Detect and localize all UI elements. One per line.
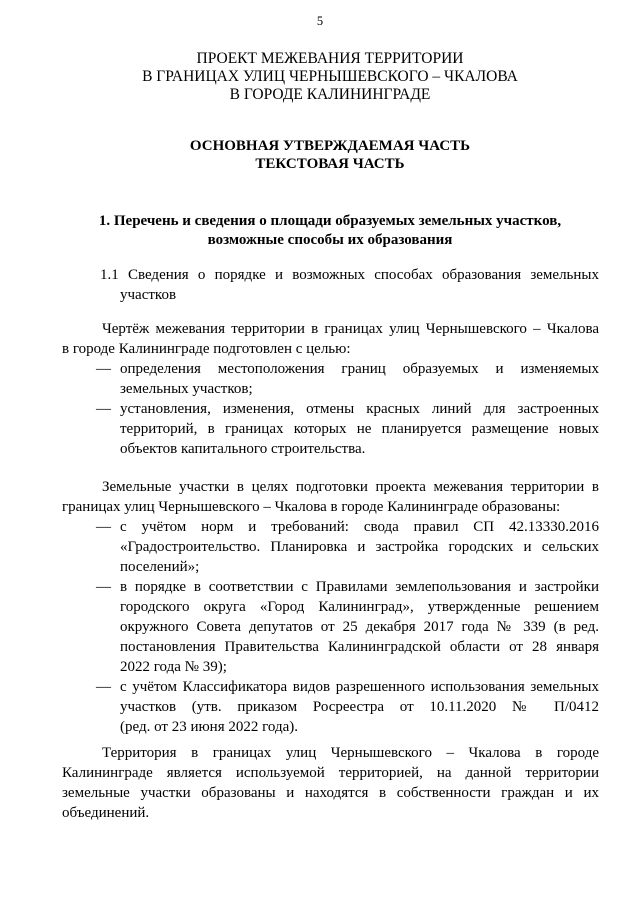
- list-item-line: «Градостроительство. Планировка и застройка городских и сельских: [120, 539, 599, 555]
- paragraph-line: в городе Калининграде подготовлен с целью:: [62, 341, 351, 357]
- list-item: [62, 677, 599, 737]
- list-item-line: определения местоположения границ образуемых и изменяемых: [120, 361, 599, 377]
- dash-bullet: —: [96, 579, 111, 595]
- paragraph-line: Земельные участки в целях подготовки проекта межевания территории в: [102, 479, 599, 495]
- paragraph-1: [62, 319, 599, 459]
- dash-bullet: —: [96, 361, 111, 377]
- dash-bullet: —: [96, 519, 111, 535]
- section-heading: [60, 212, 600, 250]
- paragraph-line: Чертёж межевания территории в границах улиц Чернышевского – Чкалова: [102, 321, 599, 337]
- document-subtitle: [60, 137, 600, 173]
- list-item-line: территорий, в границах которых не планируется размещение новых: [120, 421, 599, 437]
- list-item: [62, 399, 599, 459]
- list-item-line: объектов капитального строительства.: [120, 441, 366, 457]
- paragraph-line: границах улиц Чернышевского – Чкалова в городе Калининграде образованы:: [62, 499, 561, 515]
- list-item-line: окружного Совета депутатов от 25 декабря 2017 года № 339 (в ред.: [120, 619, 599, 635]
- title-line: В ГРАНИЦАХ УЛИЦ ЧЕРНЫШЕВСКОГО – ЧКАЛОВА: [142, 68, 518, 85]
- dash-bullet: —: [96, 679, 111, 695]
- paragraph-line: Территория в границах улиц Чернышевского – Чкалова в городе: [102, 745, 599, 761]
- list-item-line: городского округа «Город Калининград», утвержденные решением: [120, 599, 599, 615]
- dash-bullet: —: [96, 401, 111, 417]
- subsection-heading-line: участков: [120, 287, 177, 303]
- list-item: [62, 577, 599, 677]
- document-title: [60, 50, 600, 104]
- subtitle-line: ОСНОВНАЯ УТВЕРЖДАЕМАЯ ЧАСТЬ: [189, 138, 471, 154]
- list-item-line: (ред. от 23 июня 2022 года).: [120, 719, 298, 735]
- list-item-line: участков (утв. приказом Росреестра от 10.11.2020 № П/0412: [120, 699, 599, 715]
- paragraph-line: объединений.: [62, 805, 150, 821]
- list-item-line: поселений»;: [120, 559, 200, 575]
- list-item-line: земельных участков;: [120, 381, 253, 397]
- list-item-line: в порядке в соответствии с Правилами землепользования и застройки: [120, 579, 599, 595]
- subsection-heading-line: 1.1 Сведения о порядке и возможных способах образования земельных: [100, 267, 599, 283]
- list-item: [62, 517, 599, 577]
- list-item-line: установления, изменения, отмены красных линий для застроенных: [120, 401, 599, 417]
- list-item-line: постановления Правительства Калининградской области от 28 января: [120, 639, 599, 655]
- subtitle-line: ТЕКСТОВАЯ ЧАСТЬ: [255, 156, 405, 172]
- page-number: 5: [316, 14, 324, 28]
- list-item-line: с учётом Классификатора видов разрешенного использования земельных: [120, 679, 599, 695]
- section-heading-line: возможные способы их образования: [207, 232, 453, 248]
- paragraph-3: [62, 743, 599, 823]
- title-line: ПРОЕКТ МЕЖЕВАНИЯ ТЕРРИТОРИИ: [196, 50, 464, 67]
- paragraph-2: [62, 477, 599, 737]
- paragraph-line: Калининграде является используемой территорией, на данной территории: [62, 765, 599, 781]
- list-item-line: 2022 года № 39);: [120, 659, 227, 675]
- title-line: В ГОРОДЕ КАЛИНИНГРАДЕ: [229, 86, 431, 103]
- list-item: [62, 359, 599, 399]
- section-heading-line: 1. Перечень и сведения о площади образуемых земельных участков,: [98, 213, 562, 229]
- paragraph-line: земельные участки образованы и находятся в собственности граждан и их: [62, 785, 599, 801]
- list-item-line: с учётом норм и требований: свода правил СП 42.13330.2016: [120, 519, 599, 535]
